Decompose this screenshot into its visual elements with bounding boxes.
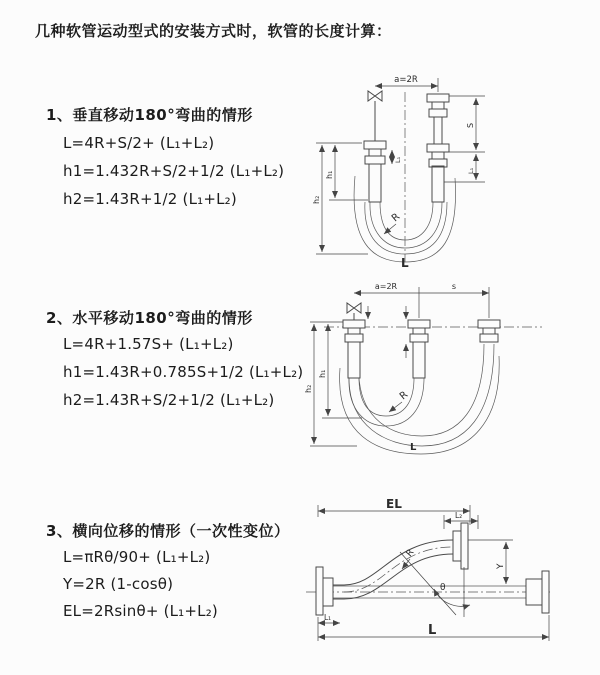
section-3-formula-L: L=πRθ/90+ (L₁+L₂) — [63, 548, 211, 566]
section-1-formula-L: L=4R+S/2+ (L₁+L₂) — [63, 134, 215, 152]
diagram-vertical-180-bend — [308, 64, 598, 269]
section-3-formula-Y: Y=2R (1-cosθ) — [63, 575, 174, 593]
hose-u-bend-position1 — [349, 378, 424, 426]
section-2-formula-L: L=4R+1.57S+ (L₁+L₂) — [63, 335, 234, 353]
angle-label: θ — [440, 583, 446, 593]
hose-s-curve — [333, 540, 453, 599]
document-title: 几种软管运动型式的安装方式时，软管的长度计算： — [35, 22, 392, 40]
length-label: L — [410, 442, 417, 453]
dim-label-l1-right: L₁ — [467, 167, 475, 174]
top-right-flange — [453, 523, 468, 569]
dim-label-el: EL — [386, 497, 402, 511]
dim-label-l1: L₁ — [324, 613, 332, 622]
hose-u-bend-position2 — [340, 344, 500, 454]
radius-label: R — [389, 211, 403, 225]
dim-label-h2: h₂ — [304, 384, 313, 393]
length-label: L — [428, 623, 437, 638]
dim-label-y: Y — [496, 563, 506, 569]
section-1-formula-h1: h1=1.432R+S/2+1/2 (L₁+L₂) — [63, 162, 285, 180]
section-3-formula-EL: EL=2Rsinθ+ (L₁+L₂) — [63, 602, 218, 620]
diagram-lateral-displacement — [298, 497, 598, 649]
left-flange — [316, 567, 333, 615]
section-2-formula-h2: h2=1.43R+S/2+1/2 (L₁+L₂) — [63, 391, 275, 409]
radius-label: R — [404, 547, 417, 559]
left-pipe-fitting — [364, 141, 386, 202]
section-2-formula-h1: h1=1.43R+0.785S+1/2 (L₁+L₂) — [63, 363, 304, 381]
left-pipe-fitting — [343, 320, 365, 378]
section-1-heading: 1、垂直移动180°弯曲的情形 — [46, 106, 253, 124]
dim-label-s: S — [466, 122, 475, 128]
dim-label-h1: h₁ — [318, 369, 327, 378]
valve-icon — [347, 303, 361, 320]
section-1-formula-h2: h2=1.43R+1/2 (L₁+L₂) — [63, 190, 237, 208]
dim-label-s: s — [451, 282, 457, 291]
valve-icon — [368, 91, 382, 141]
middle-pipe-fitting — [408, 320, 430, 378]
right-pipe-fitting — [427, 94, 449, 202]
dim-label-h1: h₁ — [325, 170, 334, 179]
length-label: L — [401, 256, 409, 269]
angle-construction — [400, 552, 470, 617]
dim-label-a2r: a=2R — [374, 282, 398, 291]
dim-label-a2r: a=2R — [394, 75, 418, 85]
dim-label-l1-left: L₁ — [394, 156, 402, 163]
lower-right-flange — [526, 571, 549, 613]
radius-label: R — [397, 389, 411, 403]
section-2-heading: 2、水平移动180°弯曲的情形 — [46, 309, 253, 327]
dim-label-h2: h₂ — [312, 195, 321, 204]
dim-label-l2: L₂ — [455, 511, 463, 520]
section-3-heading: 3、横向位移的情形（一次性变位） — [46, 522, 290, 540]
right-pipe-fitting — [478, 320, 500, 342]
diagram-horizontal-180-bend — [302, 278, 599, 456]
